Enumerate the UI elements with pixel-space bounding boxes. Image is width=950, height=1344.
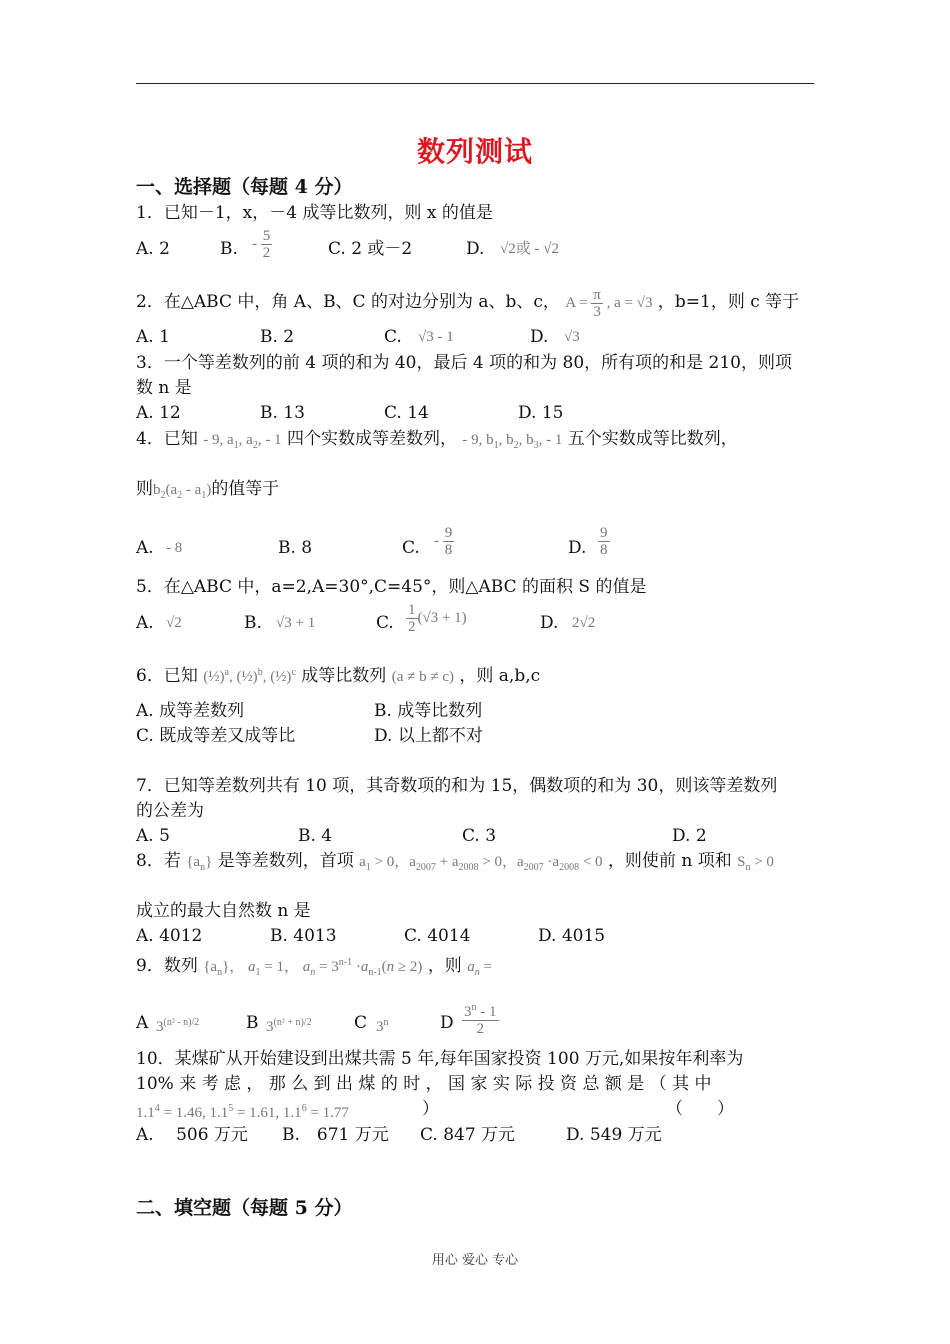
q1-option-a: A. 2 bbox=[136, 239, 170, 259]
q4-option-a: A. bbox=[136, 538, 154, 558]
q9-tail: ，则 bbox=[427, 956, 462, 976]
q5-option-b: B. bbox=[244, 613, 262, 633]
q9-option-b-math: $3^{(n^2 + n)/2}$ bbox=[266, 1017, 312, 1035]
q9-option-b: B bbox=[246, 1013, 259, 1033]
q5-option-d-math: 2√2 bbox=[572, 615, 596, 631]
q4-option-d: D. bbox=[568, 538, 587, 558]
footer-text: 用心 爱心 专心 bbox=[431, 1253, 519, 1268]
q8-tail: ，则使前 n 项和 bbox=[607, 851, 732, 871]
q2-option-b: B. 2 bbox=[260, 327, 295, 347]
q7-option-d: D. 2 bbox=[672, 826, 707, 846]
question-1: 1．已知－1，x，－4 成等比数列，则 x 的值是 bbox=[136, 203, 493, 223]
q2-math: A = $\frac{\pi}{3}$ , a = √3 bbox=[565, 287, 653, 320]
q10-option-d: D. 549 万元 bbox=[566, 1125, 662, 1145]
question-4 bbox=[136, 428, 738, 457]
q6-seq-math: (½)$^a$, (½)$^b$, (½)$^c$ bbox=[203, 667, 296, 685]
q4-option-b: B. 8 bbox=[278, 538, 313, 558]
q1-option-b-math: - $\frac{5}{2}$ bbox=[252, 228, 271, 261]
question-9 bbox=[136, 952, 492, 984]
q4-option-a-math: - 8 bbox=[166, 540, 183, 556]
q6-option-a: A. 成等差数列 bbox=[136, 701, 245, 721]
q9-option-a-math: $3^{(n^2 - n)/2}$ bbox=[156, 1017, 200, 1035]
q6-mid: 成等比数列 bbox=[301, 666, 387, 686]
q2-option-c: C. bbox=[384, 327, 402, 347]
q5-option-a-math: √2 bbox=[166, 615, 182, 631]
question-8 bbox=[136, 850, 774, 879]
q2-option-c-math: √3 - 1 bbox=[418, 329, 454, 345]
q4-mid: 四个实数成等差数列， bbox=[286, 429, 457, 449]
q2-option-d-math: √3 bbox=[564, 329, 580, 345]
question-10: 10．某煤矿从开始建设到出煤共需 5 年,每年国家投资 100 万元,如果按年利率为 bbox=[136, 1049, 744, 1069]
section-heading-choice: 一、选择题（每题 4 分） bbox=[136, 176, 353, 198]
q5-option-c-math: $\frac{1}{2}$ (√3 + 1) bbox=[408, 602, 467, 635]
q1-option-d-math: √2或 - √2 bbox=[500, 241, 559, 257]
q4-option-c-math: - $\frac{9}{8}$ bbox=[434, 525, 453, 558]
q1-option-c: C. 2 或－2 bbox=[328, 239, 413, 259]
q4-pre2: 则 bbox=[136, 479, 153, 499]
q6-tail: ，则 a,b,c bbox=[459, 666, 541, 686]
q6-option-b: B. 成等比数列 bbox=[374, 701, 483, 721]
q6-cond: (a ≠ b ≠ c) bbox=[391, 669, 454, 685]
q10-option-b: B. 671 万元 bbox=[282, 1125, 389, 1145]
q8-seq: $\{a_n\}$ bbox=[186, 854, 213, 873]
q9-option-d-math: $\frac{3^n - 1}{2}$ bbox=[464, 1002, 497, 1037]
question-7: 7．已知等差数列共有 10 项，其奇数项的和为 15，偶数项的和为 30，则该等差数列 bbox=[136, 776, 778, 796]
question-3: 3．一个等差数列的前 4 项的和为 40，最后 4 项的和为 80，所有项的和是 210，则项 bbox=[136, 353, 792, 373]
q8-sum-cond: $S_n > 0$ bbox=[737, 854, 774, 873]
q9-option-a: A bbox=[136, 1013, 149, 1033]
q9-stem: 9．数列 bbox=[136, 956, 198, 976]
page-title: 数列测试 bbox=[416, 135, 533, 168]
question-3-cont: 数 n 是 bbox=[136, 378, 192, 398]
header-rule bbox=[136, 83, 814, 84]
q4-tail2: 的值等于 bbox=[211, 479, 280, 499]
q9-option-d: D bbox=[440, 1013, 454, 1033]
q6-stem: 6．已知 bbox=[136, 666, 198, 686]
q1-option-b: B. bbox=[220, 239, 238, 259]
q4-option-c: C. bbox=[402, 538, 420, 558]
q8-option-d: D. 4015 bbox=[538, 926, 606, 946]
q8-option-c: C. 4014 bbox=[404, 926, 471, 946]
q10-option-c: C. 847 万元 bbox=[420, 1125, 516, 1145]
q4-option-d-math: $\frac{9}{8}$ bbox=[600, 525, 608, 558]
q2-stem: 2．在△ABC 中，角 A、B、C 的对边分别为 a、b、c， bbox=[136, 291, 560, 312]
q5-option-a: A. bbox=[136, 613, 154, 633]
q3-option-a: A. 12 bbox=[136, 403, 181, 423]
q9-option-c: C bbox=[354, 1013, 368, 1033]
q4-geo-seq: - 9, $b_1$, $b_2$, $b_3$, - 1 bbox=[462, 432, 563, 451]
q9-option-c-math: 3$^n$ bbox=[376, 1017, 389, 1035]
q9-math: $\{a_n\}$， $a_1 = 1$， $a_n = 3^{n-1} \cdot a_{n-1}(n \ge 2)$ bbox=[203, 957, 423, 978]
q10-option-a: A. 506 万元 bbox=[136, 1125, 248, 1145]
q8-option-b: B. 4013 bbox=[270, 926, 337, 946]
q5-option-b-math: √3 + 1 bbox=[276, 615, 316, 631]
q2-tail: ，b=1，则 c 等于 bbox=[657, 291, 800, 312]
question-5: 5．在△ABC 中，a=2,A=30°,C=45°，则△ABC 的面积 S 的值是 bbox=[136, 577, 647, 597]
q4-stem: 4．已知 bbox=[136, 429, 198, 449]
q5-option-c: C. bbox=[376, 613, 394, 633]
q8-cond-math: $a_1 > 0$，$a_{2007} + a_{2008} > 0$，$a_{2007} \cdot a_{2008} < 0$ bbox=[359, 854, 603, 873]
q7-option-b: B. 4 bbox=[298, 826, 333, 846]
q5-option-d: D. bbox=[540, 613, 559, 633]
q4-arith-seq: - 9, $a_1$, $a_2$, - 1 bbox=[203, 432, 282, 451]
q3-option-c: C. 14 bbox=[384, 403, 429, 423]
q10-answer-paren: （ ） bbox=[666, 1099, 734, 1119]
q2-option-a: A. 1 bbox=[136, 327, 170, 347]
question-8-cont: 成立的最大自然数 n 是 bbox=[136, 901, 311, 921]
question-7-cont: 的公差为 bbox=[136, 801, 204, 821]
q7-option-c: C. 3 bbox=[462, 826, 497, 846]
q1-option-d: D. bbox=[466, 239, 485, 259]
q4-expr: $b_2(a_2 - a_1)$ bbox=[153, 482, 212, 501]
section-heading-fill: 二、填空题（每题 5 分） bbox=[136, 1197, 353, 1219]
q10-math: $1.1^4 = 1.46$, $1.1^5 = 1.61$, $1.1^6 = 1.77$ bbox=[136, 1103, 349, 1121]
question-10-cont2 bbox=[136, 1098, 734, 1124]
question-4-cont bbox=[136, 478, 279, 507]
q7-option-a: A. 5 bbox=[136, 826, 170, 846]
question-10-cont: 10% 来 考 虑 ， 那 么 到 出 煤 的 时 ， 国 家 实 际 投 资 总 额 是 （ 其 中 bbox=[136, 1074, 712, 1094]
q6-option-c: C. 既成等差又成等比 bbox=[136, 726, 296, 746]
q3-option-b: B. 13 bbox=[260, 403, 305, 423]
question-2 bbox=[136, 287, 799, 320]
q2-option-d: D. bbox=[530, 327, 549, 347]
question-6 bbox=[136, 662, 540, 688]
q4-tail: 五个实数成等比数列， bbox=[567, 429, 738, 449]
q8-stem: 8．若 bbox=[136, 851, 181, 871]
q8-mid: 是等差数列，首项 bbox=[217, 851, 354, 871]
q3-option-d: D. 15 bbox=[518, 403, 564, 423]
q9-an: $a_n$ = bbox=[467, 959, 492, 978]
q8-option-a: A. 4012 bbox=[136, 926, 203, 946]
q6-option-d: D. 以上都不对 bbox=[374, 726, 483, 746]
q10-close-paren: ） bbox=[422, 1099, 439, 1119]
